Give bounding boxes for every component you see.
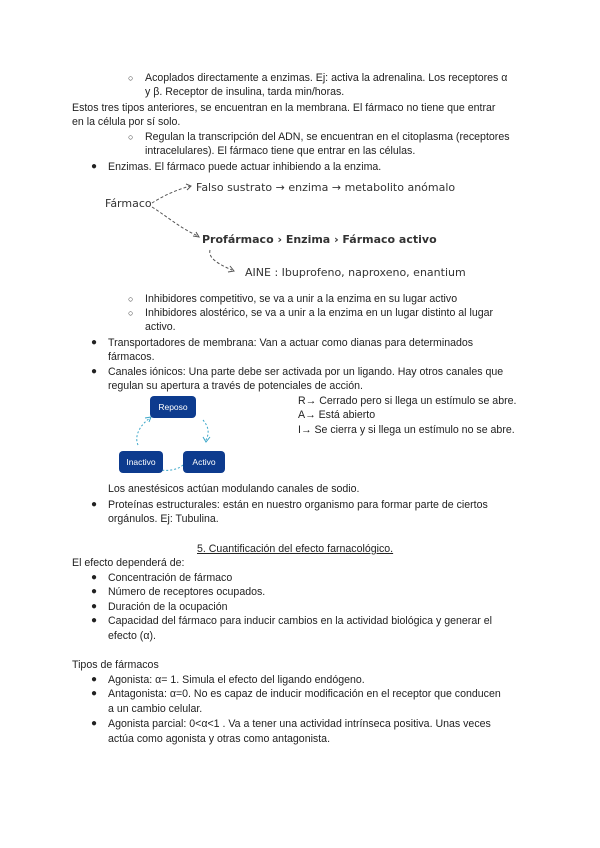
bullet-icon: ●: [91, 674, 98, 685]
list-item: a un cambio celular.: [108, 703, 203, 715]
bullet-icon: ●: [91, 572, 98, 583]
text-line: El efecto dependerá de:: [72, 557, 185, 569]
diagram-falso-sustrato: Falso sustrato → enzima → metabolito anómalo: [196, 181, 456, 194]
text-line: intracelulares). El fármaco tiene que entrar en las células.: [145, 145, 416, 157]
section-title: 5. Cuantificación del efecto farnacológico.: [197, 543, 394, 555]
text-line: y β. Receptor de insulina, tarda min/horas.: [145, 86, 345, 98]
text-line: Estos tres tipos anteriores, se encuentran en la membrana. El fármaco no tiene que entrar: [72, 102, 496, 114]
list-item: Agonista: α= 1. Simula el efecto del ligando endógeno.: [108, 674, 365, 686]
state-i-text: I→ Se cierra y si llega un estímulo no se abre.: [298, 424, 515, 436]
bullet-icon: ●: [91, 499, 98, 510]
list-item: Agonista parcial: 0<α<1 . Va a tener una actividad intrínseca positiva. Unas veces: [108, 718, 491, 730]
diagram-profarmaco: Profármaco › Enzima › Fármaco activo: [202, 233, 437, 246]
state-r-text: R→ Cerrado pero si llega un estímulo se abre.: [298, 395, 517, 407]
state-reposo-box: Reposo: [150, 396, 196, 418]
circle-bullet-icon: ○: [128, 294, 134, 304]
text-line: activo.: [145, 321, 176, 333]
state-a-text: A→ Está abierto: [298, 409, 376, 421]
circle-bullet-icon: ○: [128, 308, 134, 318]
list-item: Concentración de fármaco: [108, 572, 233, 584]
bullet-icon: ●: [91, 718, 98, 729]
text-line: regulan su apertura a través de potenciales de acción.: [108, 380, 364, 392]
bullet-icon: ●: [91, 615, 98, 626]
state-activo-box: Activo: [183, 451, 225, 473]
text-line: Transportadores de membrana: Van a actuar como dianas para determinados: [108, 337, 474, 349]
text-line: Regulan la transcripción del ADN, se encuentran en el citoplasma (receptores: [145, 131, 510, 143]
list-item: Antagonista: α=0. No es capaz de inducir modificación en el receptor que conducen: [108, 688, 501, 700]
text-line: fármacos.: [108, 351, 155, 363]
diagram-farmaco: Fármaco: [105, 197, 152, 210]
diagram-aine: AINE : Ibuprofeno, naproxeno, enantium: [245, 266, 466, 279]
text-line: Inhibidores alostérico, se va a unir a la enzima en un lugar distinto al lugar: [145, 307, 494, 319]
circle-bullet-icon: ○: [128, 73, 134, 83]
bullet-icon: ●: [91, 586, 98, 597]
list-item: Número de receptores ocupados.: [108, 586, 266, 598]
bullet-icon: ●: [91, 366, 98, 377]
state-inactivo-box: Inactivo: [119, 451, 163, 473]
text-line: orgánulos. Ej: Tubulina.: [108, 513, 219, 525]
bullet-icon: ●: [91, 161, 98, 172]
text-line: Canales iónicos: Una parte debe ser activada por un ligando. Hay otros canales que: [108, 366, 504, 378]
text-line: Acoplados directamente a enzimas. Ej: activa la adrenalina. Los receptores α: [145, 72, 508, 84]
bullet-icon: ●: [91, 337, 98, 348]
list-item: Capacidad del fármaco para inducir cambios en la actividad biológica y generar el: [108, 615, 492, 627]
text-line: Tipos de fármacos: [72, 659, 159, 671]
text-line: Inhibidores competitivo, se va a unir a la enzima en su lugar activo: [145, 293, 458, 305]
list-item: actúa como agonista y otras como antagonista.: [108, 733, 331, 745]
text-line: Los anestésicos actúan modulando canales de sodio.: [108, 483, 360, 495]
circle-bullet-icon: ○: [128, 132, 134, 142]
text-line: Enzimas. El fármaco puede actuar inhibiendo a la enzima.: [108, 161, 382, 173]
bullet-icon: ●: [91, 688, 98, 699]
list-item: Duración de la ocupación: [108, 601, 228, 613]
text-line: Proteínas estructurales: están en nuestro organismo para formar parte de ciertos: [108, 499, 488, 511]
text-line: en la célula por sí solo.: [72, 116, 181, 128]
list-item: efecto (α).: [108, 630, 156, 642]
bullet-icon: ●: [91, 601, 98, 612]
